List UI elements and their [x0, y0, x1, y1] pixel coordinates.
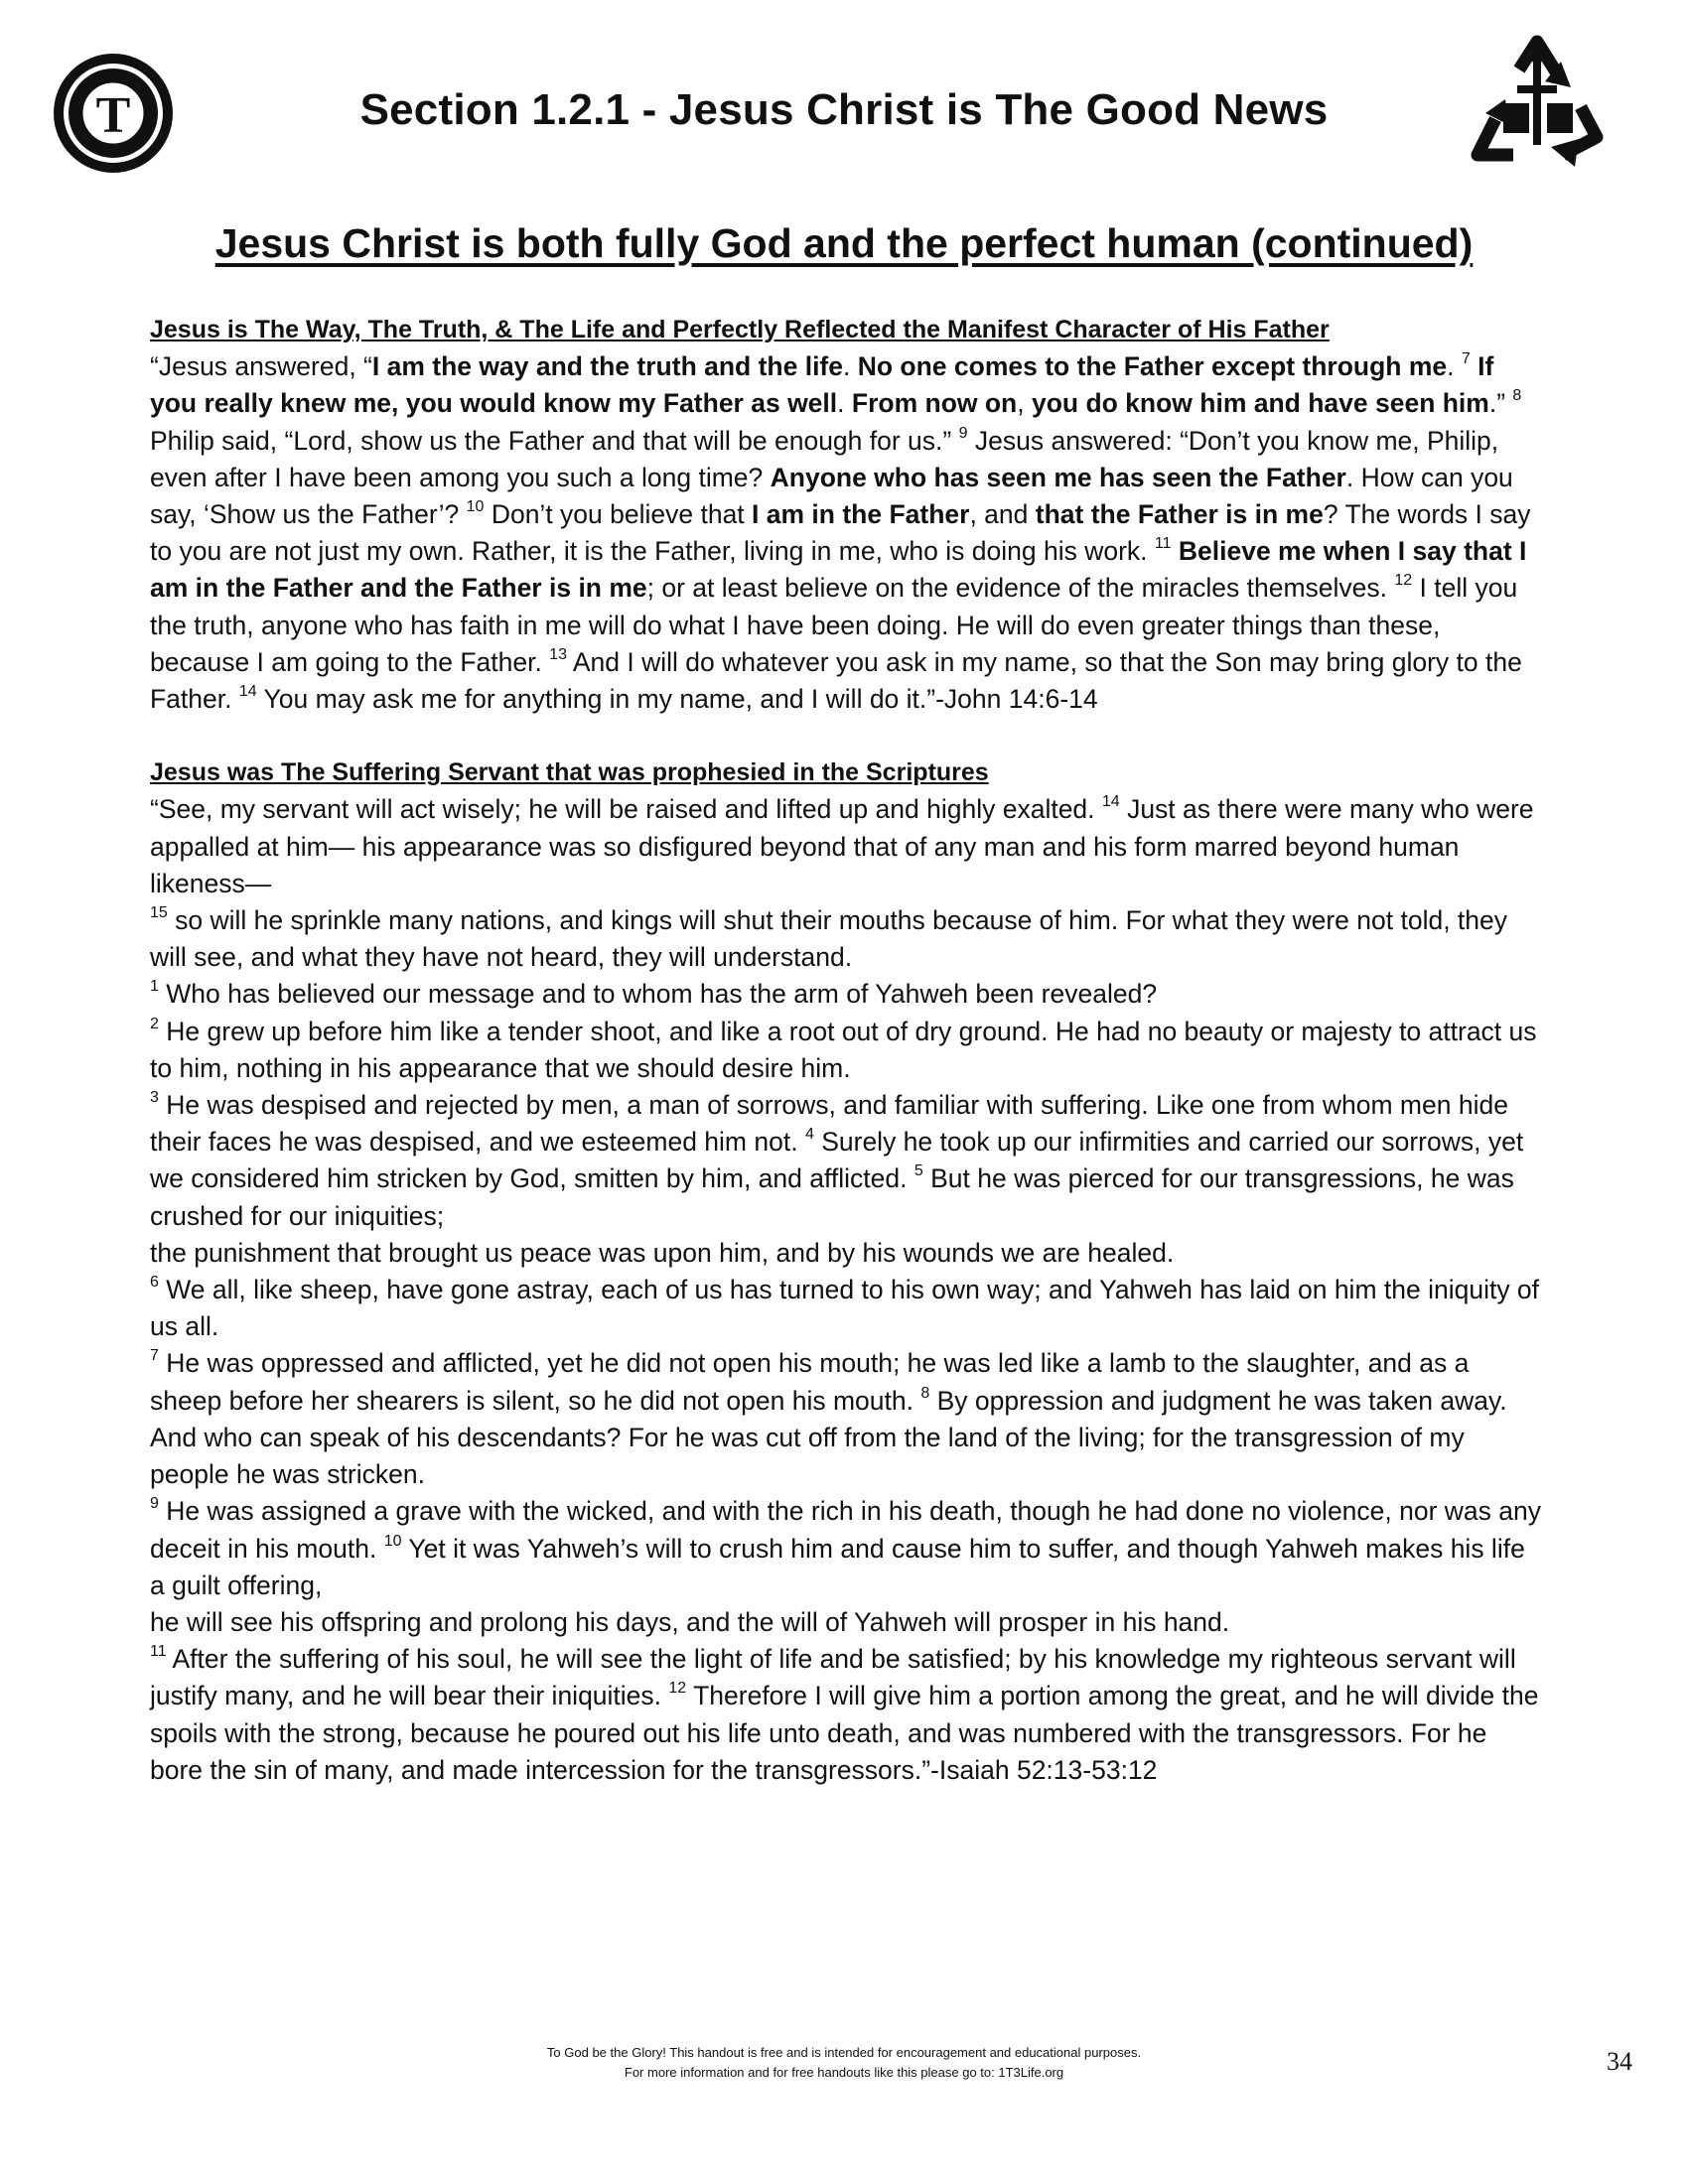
text-run: But he was pierced for our transgressions, he was crushed for our iniquities; [150, 1163, 1514, 1231]
verse-number: 14 [238, 683, 257, 701]
section-spacer [150, 718, 1545, 754]
emphasized-text: Anyone who has seen me has seen the Father [770, 462, 1346, 492]
text-run: Surely he took up our infirmities and carried our sorrows, yet we considered him stricken by God, smitten by him, and afflicted. [150, 1127, 1524, 1194]
scripture-paragraph [150, 1493, 1545, 1604]
section-heading: Jesus is The Way, The Truth, & The Life and Perfectly Reflected the Manifest Character of His Father [150, 316, 1330, 343]
verse-number: 4 [804, 1126, 814, 1144]
verse-number: 8 [920, 1384, 930, 1402]
text-run: the punishment that brought us peace was upon him, and by his wounds we are healed. [150, 1237, 1175, 1268]
text-run: ? The words I say to you are not just my own. Rather, it is the Father, living in me, who is doing his work. [150, 499, 1531, 567]
text-run: Who has believed our message and to whom has the arm of Yahweh been revealed? [158, 979, 1158, 1010]
text-run: We all, like sheep, have gone astray, each of us has turned to his own way; and Yahweh has laid on him the iniquity of us all. [150, 1275, 1540, 1342]
verse-number: 7 [150, 1347, 159, 1365]
footer [0, 2043, 1688, 2083]
verse-number: 6 [150, 1274, 159, 1292]
logo-letter: T [95, 87, 131, 144]
section-body [150, 348, 1545, 718]
section-heading: Jesus was The Suffering Servant that was prophesied in the Scriptures [150, 758, 989, 787]
scripture-paragraph [150, 1641, 1545, 1789]
emphasized-text: No one comes to the Father except through me [857, 351, 1448, 382]
scripture-paragraph [150, 1087, 1545, 1235]
text-run: .” [1488, 388, 1513, 419]
emphasized-text: that the Father is in me [1035, 499, 1324, 530]
text-run: Don’t you believe that [484, 499, 753, 530]
scripture-paragraph [150, 1604, 1545, 1641]
text-run: so will he sprinkle many nations, and kings will shut their mouths because of him. For what they were not told, they will see, and what they have not heard, they will understand. [150, 905, 1508, 973]
text-run: After the suffering of his soul, he will see the light of life and be satisfied; by his knowledge my righteous servant will justify many, and he will bear their iniquities. [150, 1644, 1516, 1711]
scripture-paragraph [150, 1014, 1545, 1087]
text-run: By oppression and judgment he was taken away. And who can speak of his descendants? For he was cut off from the land of the living; for the transgression of my people he was stricken. [150, 1385, 1507, 1490]
verse-number: 10 [466, 498, 485, 516]
text-run: “See, my servant will act wisely; he will be raised and lifted up and highly exalted. [150, 794, 1102, 825]
recycle-cross-logo [1464, 30, 1611, 177]
text-run: Therefore I will give him a portion among the great, and he will divide the spoils with the strong, because he poured out his life unto death, and was numbered with the transgressors. For he bore the sin of many, and made intercession for the transgressors.”-Isaiah 52:13-53:12 [150, 1681, 1539, 1785]
text-run: He was oppressed and afflicted, yet he did not open his mouth; he was led like a lamb to the slaughter, and as a sheep before her shearers is silent, so he did not open his mouth. [150, 1348, 1470, 1416]
emphasized-text: From now on [851, 388, 1018, 419]
verse-number: 9 [958, 424, 968, 442]
section-suffering-servant [150, 754, 1545, 1789]
text-run: Just as there were many who were appalled at him— his appearance was so disfigured beyond that of any man and his form marred beyond human likeness— [150, 794, 1534, 898]
verse-number: 5 [914, 1162, 923, 1180]
verse-number: 3 [150, 1089, 159, 1107]
scripture-paragraph [150, 791, 1545, 902]
text-run: . [843, 351, 858, 382]
verse-number: 10 [383, 1532, 402, 1550]
verse-number: 11 [1154, 535, 1172, 553]
scripture-paragraph [150, 1345, 1545, 1493]
text-run: ; or at least believe on the evidence of the miracles themselves. [646, 573, 1395, 604]
text-run: . [837, 388, 852, 419]
text-run [1172, 536, 1179, 566]
verse-number: 15 [150, 904, 168, 922]
verse-number: 11 [150, 1643, 167, 1661]
scripture-paragraph [150, 976, 1545, 1013]
verse-number: 8 [1512, 387, 1522, 405]
verse-number: 1 [150, 978, 159, 996]
text-run: Yet it was Yahweh’s will to crush him and cause him to suffer, and though Yahweh makes his life a guilt offering, [150, 1533, 1525, 1600]
emphasized-text: I am in the Father [752, 499, 970, 530]
scripture-paragraph [150, 1235, 1545, 1272]
verse-number: 14 [1101, 793, 1120, 811]
verse-number: 9 [150, 1495, 159, 1513]
page-number: 34 [1607, 2047, 1632, 2076]
verse-number: 2 [150, 1015, 159, 1032]
text-run: , [1017, 388, 1032, 419]
text-run: Jesus answered: “Don’t you know me, Philip, even after I have been among you such a long time? [150, 425, 1499, 492]
text-run: Philip said, “Lord, show us the Father and that will be enough for us.” [150, 425, 959, 456]
section-way-truth-life [150, 312, 1545, 718]
scripture-paragraph [150, 348, 1545, 718]
text-run: “Jesus answered, “ [150, 351, 372, 382]
text-run: You may ask me for anything in my name, and I will do it.”-John 14:6-14 [256, 684, 1098, 715]
emphasized-text: I am the way and the truth and the life [371, 351, 843, 382]
text-run: He was despised and rejected by men, a man of sorrows, and familiar with suffering. Like one from whom men hide their faces he was despised, and we esteemed him not. [150, 1090, 1508, 1158]
footer-line-2: For more information and for free handouts like this please go to: 1T3Life.org [624, 2065, 1064, 2080]
text-run: , and [969, 499, 1036, 530]
text-run: And I will do whatever you ask in my name, so that the Son may bring glory to the Father. [150, 646, 1522, 715]
text-run: he will see his offspring and prolong his days, and the will of Yahweh will prosper in his hand. [150, 1606, 1230, 1637]
document-body [150, 312, 1545, 1789]
verse-number: 13 [549, 645, 567, 663]
verse-number: 12 [668, 1680, 687, 1698]
text-run: He was assigned a grave with the wicked, and with the rich in his death, though he had done no violence, nor was any deceit in his mouth. [150, 1496, 1542, 1564]
text-run: . How can you say, ‘Show us the Father’? [150, 462, 1513, 530]
emphasized-text: Believe me when I say that I am in the Father and the Father is in me [150, 536, 1527, 604]
emphasized-text: you do know him and have seen him [1031, 388, 1489, 419]
text-run: I tell you the truth, anyone who has faith in me will do what I have been doing. He will do even greater things than these, because I am going to the Father. [150, 573, 1518, 677]
text-run: He grew up before him like a tender shoot, and like a root out of dry ground. He had no beauty or majesty to attract us to him, nothing in his appearance that we should desire him. [150, 1016, 1537, 1083]
verse-number: 12 [1394, 572, 1413, 590]
footer-line-1: To God be the Glory! This handout is free and is intended for encouragement and educational purposes. [546, 2045, 1142, 2060]
text-run: . [1447, 351, 1462, 382]
main-title: Jesus Christ is both fully God and the perfect human (continued) [214, 220, 1474, 266]
scripture-paragraph [150, 1272, 1545, 1345]
scripture-paragraph [150, 902, 1545, 976]
page-header-title: Section 1.2.1 - Jesus Christ is The Good News [359, 85, 1329, 134]
verse-number: 7 [1461, 350, 1471, 368]
emphasized-text: If you really knew me, you would know my Father as well [150, 351, 1494, 419]
section-body [150, 791, 1545, 1788]
